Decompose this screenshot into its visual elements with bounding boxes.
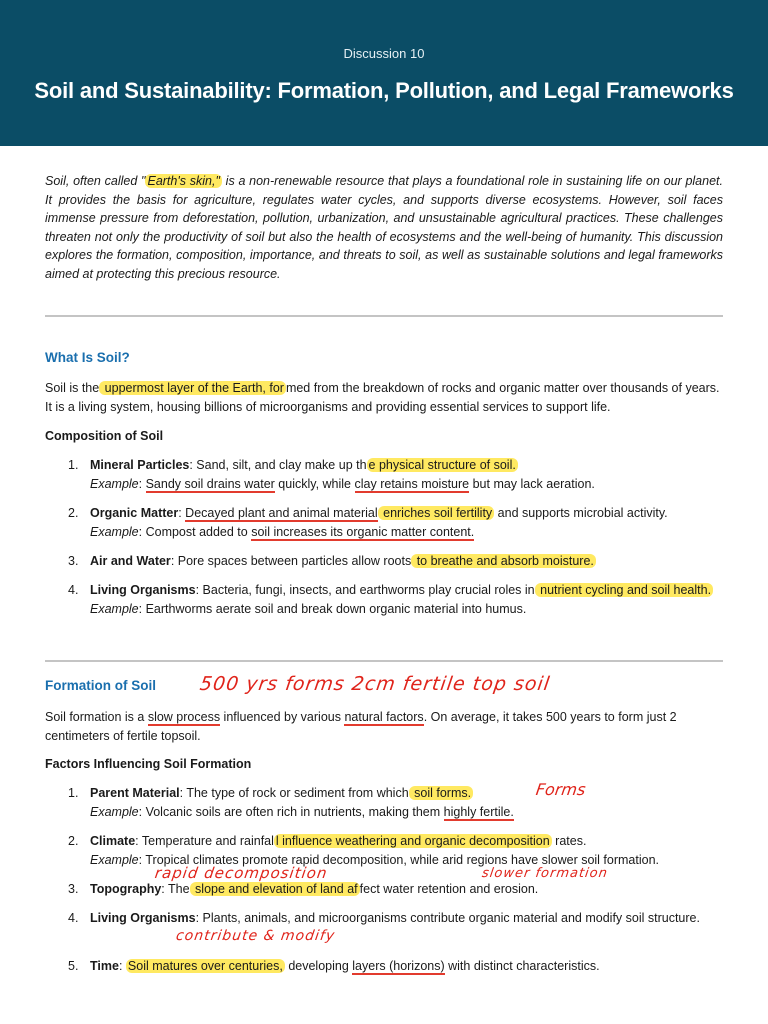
highlight: Soil matures over centuries, xyxy=(127,959,283,973)
handwritten-note: 500 yrs forms 2cm fertile top soil xyxy=(198,673,552,695)
list-item: 3. Topography: The slope and elevation of land af fect water retention and erosion. xyxy=(68,882,539,896)
highlight: e physical structure of soil. xyxy=(368,458,516,472)
underline: layers (horizons) xyxy=(352,959,445,973)
highlight: enriches soil fertility xyxy=(379,506,493,520)
discussion-number: Discussion 10 xyxy=(343,46,425,61)
section-divider xyxy=(45,315,723,317)
underline: slow process xyxy=(147,710,221,724)
section-heading-formation: Formation of Soil xyxy=(45,678,156,693)
factors-heading: Factors Influencing Soil Formation xyxy=(45,757,252,771)
list-item: 2. Organic Matter: Decayed plant and animal material enriches soil fertility and supports microbial activity. Example: Compost added to soil increases its organic matter content. xyxy=(68,506,668,539)
highlight: slope and elevation of land af xyxy=(191,882,358,896)
handwritten-note: slower formation xyxy=(480,866,609,881)
highlight: l influence weathering and organic decomposition xyxy=(275,834,550,848)
list-item: 4. Living Organisms: Bacteria, fungi, insects, and earthworms play crucial roles in nutrient cycling and soil health. Example: Earthworms aerate soil and break down organic material into humus. xyxy=(68,583,712,616)
list-item: 4. Living Organisms: Plants, animals, and microorganisms contribute organic material and modify soil structure. xyxy=(68,911,700,925)
list-item: 1. Parent Material: The type of rock or sediment from which soil forms. Example: Volcanic soils are often rich in nutrients, making them highly fertile. xyxy=(68,786,514,819)
highlight: soil forms. xyxy=(410,786,472,800)
highlight: nutrient cycling and soil health. xyxy=(536,583,712,597)
list-item: 5. Time: Soil matures over centuries, developing layers (horizons) with distinct characteristics. xyxy=(68,959,600,973)
highlight: uppermost layer of the Earth, for xyxy=(101,381,284,395)
page-header xyxy=(0,0,768,146)
what-is-soil-paragraph: Soil is the uppermost layer of the Earth, for med from the breakdown of rocks and organic matter over thousands of years. It is a living system, housing billions of microorganisms and providing essential services to support life. xyxy=(45,381,720,414)
underline: highly fertile. xyxy=(443,804,514,819)
highlight: to breathe and absorb moisture. xyxy=(413,554,594,568)
underline: clay retains moisture xyxy=(354,476,470,491)
list-item: 3. Air and Water: Pore spaces between particles allow roots to breathe and absorb moisture. xyxy=(68,554,594,568)
highlight: Earth's skin," xyxy=(147,174,220,188)
section-divider xyxy=(45,660,723,662)
section-heading-what-is-soil: What Is Soil? xyxy=(45,350,130,365)
underline: natural factors xyxy=(344,710,424,724)
page-title: Soil and Sustainability: Formation, Pollution, and Legal Frameworks xyxy=(34,78,734,103)
underline: Decayed plant and animal material xyxy=(185,506,378,520)
list-item: 1. Mineral Particles: Sand, silt, and clay make up th e physical structure of soil. Example: Sandy soil drains water quickly, while clay retains moisture but may lack aeration. xyxy=(68,458,595,491)
handwritten-note: rapid decomposition xyxy=(153,864,329,882)
underline: Sandy soil drains water xyxy=(145,476,275,491)
composition-heading: Composition of Soil xyxy=(45,429,164,443)
intro-paragraph: Soil, often called " Earth's skin," is a non-renewable resource that plays a foundational role in sustaining life on our planet. It provides the basis for agriculture, regulates water cycles, and supports diverse ecosystems. However, soil faces immense pressure from deforestation, pollution, urbanization, and unsustainable agricultural practices. These challenges threaten not only the productivity of soil but also the health of ecosystems and the well-being of humanity. This discussion explores the formation, composition, importance, and threats to soil, as well as sustainable solutions and legal frameworks aimed at protecting this precious resource. xyxy=(45,174,723,281)
formation-paragraph: Soil formation is a slow process influenced by various natural factors. On average, it takes 500 years to form just 2 centimeters of fertile topsoil. xyxy=(45,710,677,743)
list-item: 2. Climate: Temperature and rainfal l influence weathering and organic decomposition rates. Example: Tropical climates promote rapid decomposition, while arid regions have slower soil formation. xyxy=(68,834,660,867)
handwritten-note: contribute & modify xyxy=(174,928,337,944)
underline: soil increases its organic matter content. xyxy=(251,524,475,539)
handwritten-note: Forms xyxy=(534,780,587,799)
